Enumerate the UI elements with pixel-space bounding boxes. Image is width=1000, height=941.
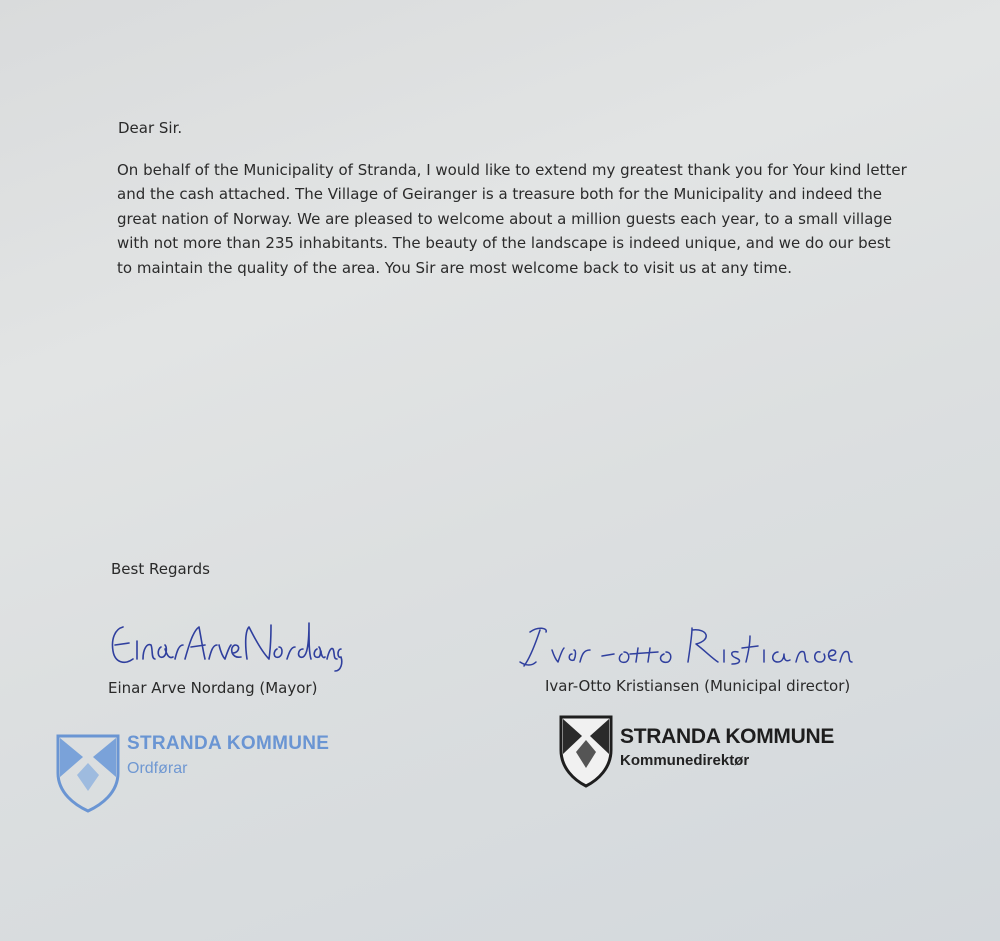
letter-body: On behalf of the Municipality of Stranda, I would like to extend my greatest thank you for Your kind letter and the cash attached. The Village of Geiranger is a treasure both for the Municipality and indeed the great nation of Norway. We are pleased to welcome about a million guests each year, to a small village with not more than 235 inhabitants. The beauty of the landscape is indeed unique, and we do our best to maintain the quality of the area. You Sir are most welcome back to visit us at any time. [117,161,907,277]
mayor-signature [105,615,345,679]
stranda-coat-of-arms-icon [558,714,614,792]
mayor-name: Einar Arve Nordang (Mayor) [108,679,318,697]
stamp-title-right: STRANDA KOMMUNE [620,725,835,748]
stamp-subtitle-right: Kommunedirektør [620,752,750,769]
salutation: Dear Sir. [118,119,183,137]
director-signature [518,618,868,682]
closing: Best Regards [111,560,210,578]
director-name: Ivar-Otto Kristiansen (Municipal director) [545,677,851,695]
stranda-coat-of-arms-icon [55,733,121,817]
stamp-title-left: STRANDA KOMMUNE [127,733,330,754]
stamp-subtitle-left: Ordførar [127,760,188,777]
